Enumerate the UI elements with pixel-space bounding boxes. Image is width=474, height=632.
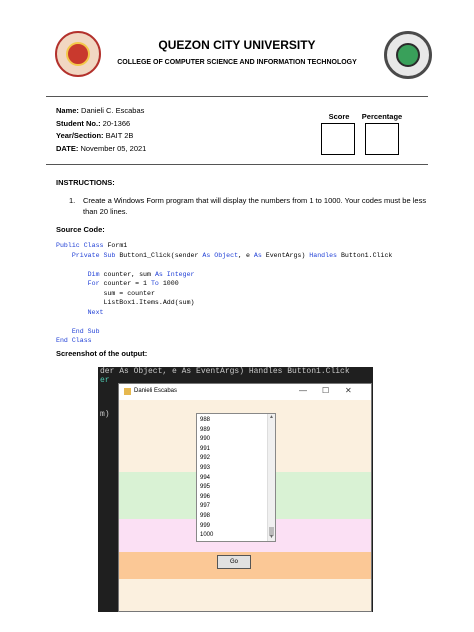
code-line — [56, 336, 392, 346]
editor-line-1: der As Object, e As EventArgs) Handles Button1.Click — [100, 367, 350, 376]
university-title: QUEZON CITY UNIVERSITY — [158, 38, 316, 52]
scroll-down-icon[interactable]: ▼ — [269, 534, 274, 540]
window-title: Danieli Escabas — [134, 388, 178, 394]
code-keyword: Private Sub — [71, 251, 120, 259]
code-text: counter, sum — [103, 270, 155, 278]
app-icon — [124, 388, 131, 395]
close-icon[interactable]: ✕ — [345, 386, 352, 395]
code-line — [56, 241, 392, 251]
instruction-number: 1. — [69, 196, 76, 205]
window-titlebar — [119, 384, 371, 400]
code-text: Button1_Click(sender — [119, 251, 203, 259]
screenshot-heading: Screenshot of the output: — [56, 349, 148, 358]
listbox[interactable] — [196, 413, 276, 542]
code-text: 1000 — [162, 280, 179, 287]
listbox-item[interactable]: 997 — [200, 503, 211, 510]
listbox-item[interactable]: 995 — [200, 484, 211, 491]
code-keyword: To — [150, 280, 163, 287]
code-line — [56, 298, 392, 308]
code-text: ListBox1.Items.Add(sum) — [56, 299, 195, 306]
code-text — [56, 252, 72, 259]
listbox-item[interactable]: 994 — [200, 474, 211, 481]
section-value: BAIT 2B — [105, 131, 134, 140]
scroll-up-icon[interactable]: ▲ — [269, 414, 274, 420]
divider-top — [46, 96, 428, 97]
date-label: DATE: — [56, 143, 79, 153]
code-text — [56, 271, 88, 278]
listbox-item[interactable]: 1000 — [200, 532, 214, 539]
code-line — [56, 279, 392, 289]
code-text: counter = 1 — [103, 280, 151, 287]
code-text: EventArgs) — [265, 251, 310, 259]
student-no-value: 20-1366 — [102, 118, 131, 128]
date-value: November 05, 2021 — [80, 143, 147, 153]
name-row — [56, 105, 146, 118]
code-keyword: End Sub — [71, 327, 100, 335]
percentage-label: Percentage — [361, 112, 403, 121]
listbox-item[interactable]: 988 — [200, 417, 211, 423]
listbox-item[interactable]: 998 — [200, 513, 211, 519]
section-row — [56, 130, 146, 143]
listbox-item[interactable]: 991 — [200, 445, 211, 452]
code-text: sum = counter — [56, 289, 155, 297]
code-text — [56, 328, 72, 335]
student-info — [56, 105, 146, 155]
ccsit-seal-icon — [384, 31, 432, 79]
code-text — [56, 280, 88, 287]
code-keyword: End Class — [56, 337, 92, 344]
code-text: , e — [238, 251, 254, 259]
output-screenshot — [98, 367, 373, 612]
code-line — [56, 260, 392, 270]
form-band-bottom — [119, 579, 371, 611]
code-line — [56, 327, 392, 337]
code-text: Form1 — [107, 242, 128, 249]
name-value: Danieli C. Escabas — [81, 106, 145, 115]
instructions-heading: INSTRUCTIONS: — [56, 178, 115, 187]
go-button[interactable]: Go — [217, 555, 251, 569]
code-text — [56, 309, 88, 316]
code-line — [56, 270, 392, 280]
code-line — [56, 317, 392, 327]
code-keyword: Handles — [309, 251, 341, 259]
code-line — [56, 289, 392, 299]
listbox-item[interactable]: 999 — [200, 522, 211, 529]
code-keyword: Dim — [87, 270, 104, 278]
code-keyword: As Integer — [154, 270, 195, 278]
divider-middle — [46, 164, 428, 165]
code-line — [56, 251, 392, 261]
student-no-row — [56, 118, 146, 131]
listbox-item[interactable]: 989 — [200, 426, 211, 433]
score-label: Score — [328, 112, 350, 121]
source-code-heading: Source Code: — [56, 225, 105, 234]
code-keyword: Next — [87, 308, 104, 316]
code-keyword: Public Class — [56, 242, 108, 249]
source-code-block — [56, 241, 392, 346]
code-text: Button1.Click — [340, 251, 393, 259]
college-subtitle: COLLEGE OF COMPUTER SCIENCE AND INFORMATION TECHNOLOGY — [117, 59, 357, 66]
student-no-label: Student No.: — [56, 118, 101, 128]
maximize-icon[interactable]: ☐ — [322, 386, 330, 395]
section-label: Year/Section: — [56, 131, 104, 140]
percentage-box — [365, 123, 399, 155]
listbox-item[interactable]: 993 — [200, 465, 211, 471]
code-keyword: As Object — [202, 251, 239, 259]
name-label: Name: — [56, 106, 79, 115]
form-window — [118, 383, 372, 612]
listbox-item[interactable]: 990 — [200, 436, 211, 443]
date-row — [56, 143, 146, 156]
instruction-text: Create a Windows Form program that will display the numbers from 1 to 1000. Your codes must be less than 20 lines. — [83, 196, 427, 216]
code-keyword: For — [87, 280, 104, 287]
code-keyword: As — [253, 251, 266, 259]
listbox-item[interactable]: 996 — [200, 493, 211, 500]
listbox-item[interactable]: 992 — [200, 455, 211, 462]
editor-line-2: er — [100, 376, 110, 385]
listbox-scrollbar[interactable] — [267, 414, 275, 541]
editor-line-3: m) — [100, 410, 110, 419]
score-box — [321, 123, 355, 155]
minimize-icon[interactable]: — — [299, 386, 307, 395]
code-line — [56, 308, 392, 318]
